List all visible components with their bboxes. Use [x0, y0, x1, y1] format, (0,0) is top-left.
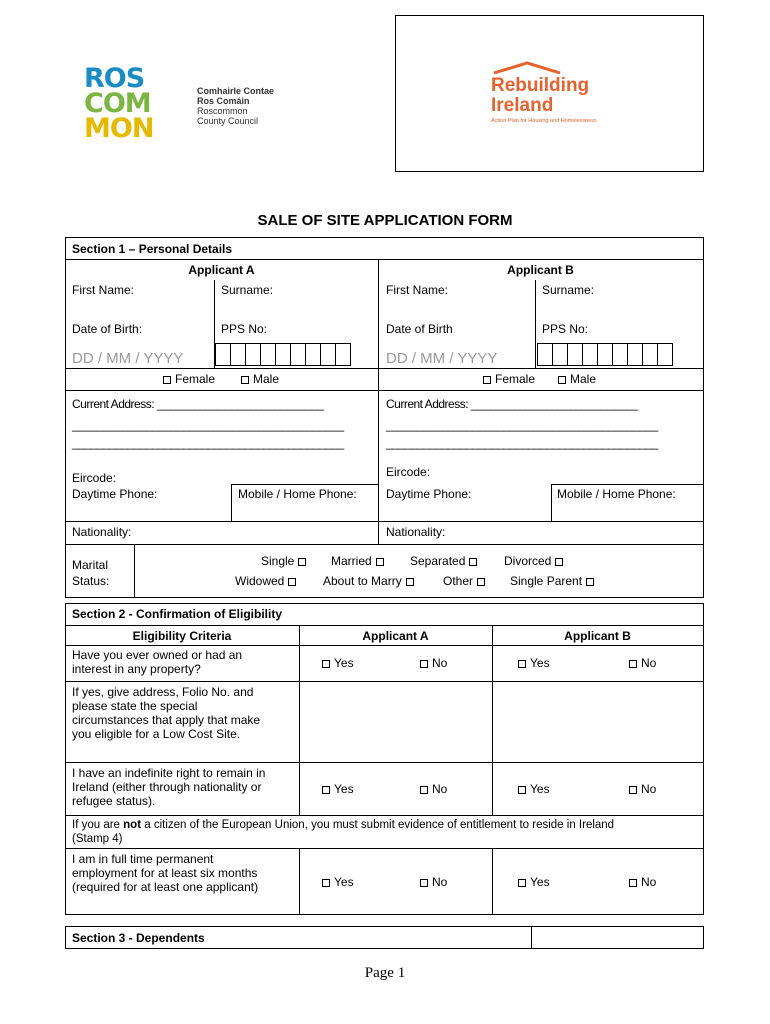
q2-line-3: circumstances that apply that make — [72, 713, 261, 727]
q1-a-no-checkbox[interactable] — [420, 660, 428, 668]
q3-line-1: I have an indefinite right to remain in — [72, 766, 266, 780]
q2-line-2: please state the special — [72, 699, 198, 713]
male-a-label: Male — [253, 372, 280, 386]
page-title: SALE OF SITE APPLICATION FORM — [257, 212, 513, 229]
q1-b-yes-label: Yes — [530, 656, 550, 670]
address-b-line-1[interactable]: ____________________________________________ — [386, 418, 658, 432]
about-to-marry-checkbox[interactable] — [406, 578, 414, 586]
q1-a-yes-label: Yes — [334, 656, 354, 670]
q3-a-yes-label: Yes — [334, 782, 354, 796]
eu-note-line-1: If you are not a citizen of the European Union, you must submit evidence of entitlement to reside in Ireland — [72, 819, 615, 831]
q3-line-3: refugee status). — [72, 794, 156, 808]
house-roof-icon — [492, 61, 562, 75]
dob-b-input[interactable]: DD / MM / YYYY — [386, 350, 498, 367]
address-a-line-1[interactable]: ____________________________________________ — [72, 418, 344, 432]
logo-text-1: Comhairle Contae — [197, 86, 275, 96]
logo-text-2: Ros Comáin — [197, 96, 250, 106]
pps-a-boxes[interactable] — [215, 343, 350, 366]
address-b-line-2[interactable]: ____________________________________________ — [386, 436, 658, 450]
nationality-b-label: Nationality: — [386, 525, 446, 539]
q1-b-no-checkbox[interactable] — [629, 660, 637, 668]
female-a-checkbox[interactable] — [163, 376, 171, 384]
separated-checkbox[interactable] — [469, 558, 477, 566]
dob-b-label: Date of Birth — [386, 322, 453, 336]
male-b-checkbox[interactable] — [558, 376, 566, 384]
current-address-b[interactable]: Current Address: ___________________________ — [386, 397, 638, 411]
nationality-a-label: Nationality: — [72, 525, 132, 539]
q4-line-3: (required for at least one applicant) — [72, 880, 259, 894]
dob-a-input[interactable]: DD / MM / YYYY — [72, 350, 184, 367]
q3-a-no-checkbox[interactable] — [420, 786, 428, 794]
other-label: Other — [443, 574, 474, 588]
separated-label: Separated — [410, 554, 466, 568]
rebuilding-tagline: Action Plan for Housing and Homelessness — [491, 118, 597, 124]
female-a-label: Female — [175, 372, 216, 386]
section2-heading: Section 2 - Confirmation of Eligibility — [72, 607, 283, 621]
surname-a-label: Surname: — [221, 283, 274, 297]
applicant-b-header: Applicant B — [507, 263, 574, 277]
mobile-phone-b-label: Mobile / Home Phone: — [557, 487, 676, 501]
logo-text-4: County Council — [197, 116, 259, 126]
section1-heading: Section 1 – Personal Details — [72, 242, 233, 256]
q3-a-no-label: No — [432, 782, 448, 796]
single-checkbox[interactable] — [298, 558, 306, 566]
q4-b-no-label: No — [641, 875, 657, 889]
q3-b-no-checkbox[interactable] — [629, 786, 637, 794]
q4-b-yes-label: Yes — [530, 875, 550, 889]
surname-b-label: Surname: — [542, 283, 595, 297]
s2-applicant-b-header: Applicant B — [564, 629, 631, 643]
single-parent-label: Single Parent — [510, 574, 583, 588]
q4-a-yes-checkbox[interactable] — [322, 879, 330, 887]
first-name-b-label: First Name: — [386, 283, 449, 297]
female-b-checkbox[interactable] — [483, 376, 491, 384]
address-a-line-2[interactable]: ____________________________________________ — [72, 436, 344, 450]
marital-label-1: Marital — [72, 558, 109, 572]
male-b-label: Male — [570, 372, 597, 386]
married-checkbox[interactable] — [376, 558, 384, 566]
q3-a-yes-checkbox[interactable] — [322, 786, 330, 794]
applicant-a-header: Applicant A — [188, 263, 255, 277]
single-label: Single — [261, 554, 295, 568]
q1-line-1: Have you ever owned or had an — [72, 648, 243, 662]
daytime-phone-b-label: Daytime Phone: — [386, 487, 472, 501]
section3-heading: Section 3 - Dependents — [72, 931, 205, 945]
q4-b-no-checkbox[interactable] — [629, 879, 637, 887]
pps-b-boxes[interactable] — [537, 343, 672, 366]
single-parent-checkbox[interactable] — [586, 578, 594, 586]
q2-line-4: you eligible for a Low Cost Site. — [72, 727, 241, 741]
marital-label-2: Status: — [72, 574, 110, 588]
eircode-a-label: Eircode: — [72, 471, 117, 485]
page-number: Page 1 — [364, 965, 406, 981]
female-b-label: Female — [495, 372, 536, 386]
q1-a-no-label: No — [432, 656, 448, 670]
divorced-checkbox[interactable] — [555, 558, 563, 566]
q1-line-2: interest in any property? — [72, 662, 201, 676]
rebuilding-word: Rebuilding — [491, 75, 590, 96]
q1-b-yes-checkbox[interactable] — [518, 660, 526, 668]
q2-line-1: If yes, give address, Folio No. and — [72, 685, 254, 699]
q1-b-no-label: No — [641, 656, 657, 670]
q1-a-yes-checkbox[interactable] — [322, 660, 330, 668]
about-to-marry-label: About to Marry — [323, 574, 402, 588]
q4-line-1: I am in full time permanent — [72, 852, 214, 866]
current-address-a[interactable]: Current Address: ___________________________ — [72, 397, 324, 411]
male-a-checkbox[interactable] — [241, 376, 249, 384]
q3-b-yes-checkbox[interactable] — [518, 786, 526, 794]
q4-b-yes-checkbox[interactable] — [518, 879, 526, 887]
q4-a-no-checkbox[interactable] — [420, 879, 428, 887]
widowed-checkbox[interactable] — [288, 578, 296, 586]
pps-a-label: PPS No: — [221, 322, 268, 336]
criteria-header: Eligibility Criteria — [132, 629, 232, 643]
logo-text-3: Roscommon — [197, 106, 248, 116]
q4-a-yes-label: Yes — [334, 875, 354, 889]
q3-b-yes-label: Yes — [530, 782, 550, 796]
mobile-phone-a-label: Mobile / Home Phone: — [238, 487, 357, 501]
pps-b-label: PPS No: — [542, 322, 589, 336]
roscommon-logo-letters: ROS COM MON — [84, 63, 154, 144]
ireland-word: Ireland — [491, 95, 554, 116]
dob-a-label: Date of Birth: — [72, 322, 143, 336]
eu-note-line-2: (Stamp 4) — [72, 833, 123, 845]
rebuilding-ireland-box — [395, 15, 704, 172]
divorced-label: Divorced — [504, 554, 552, 568]
s2-applicant-a-header: Applicant A — [362, 629, 429, 643]
other-checkbox[interactable] — [477, 578, 485, 586]
roscommon-logo — [84, 63, 284, 146]
q3-line-2: Ireland (either through nationality or — [72, 780, 262, 794]
married-label: Married — [331, 554, 372, 568]
eircode-b-label: Eircode: — [386, 465, 431, 479]
widowed-label: Widowed — [235, 574, 285, 588]
daytime-phone-a-label: Daytime Phone: — [72, 487, 158, 501]
q4-line-2: employment for at least six months — [72, 866, 258, 880]
q3-b-no-label: No — [641, 782, 657, 796]
q4-a-no-label: No — [432, 875, 448, 889]
first-name-a-label: First Name: — [72, 283, 135, 297]
